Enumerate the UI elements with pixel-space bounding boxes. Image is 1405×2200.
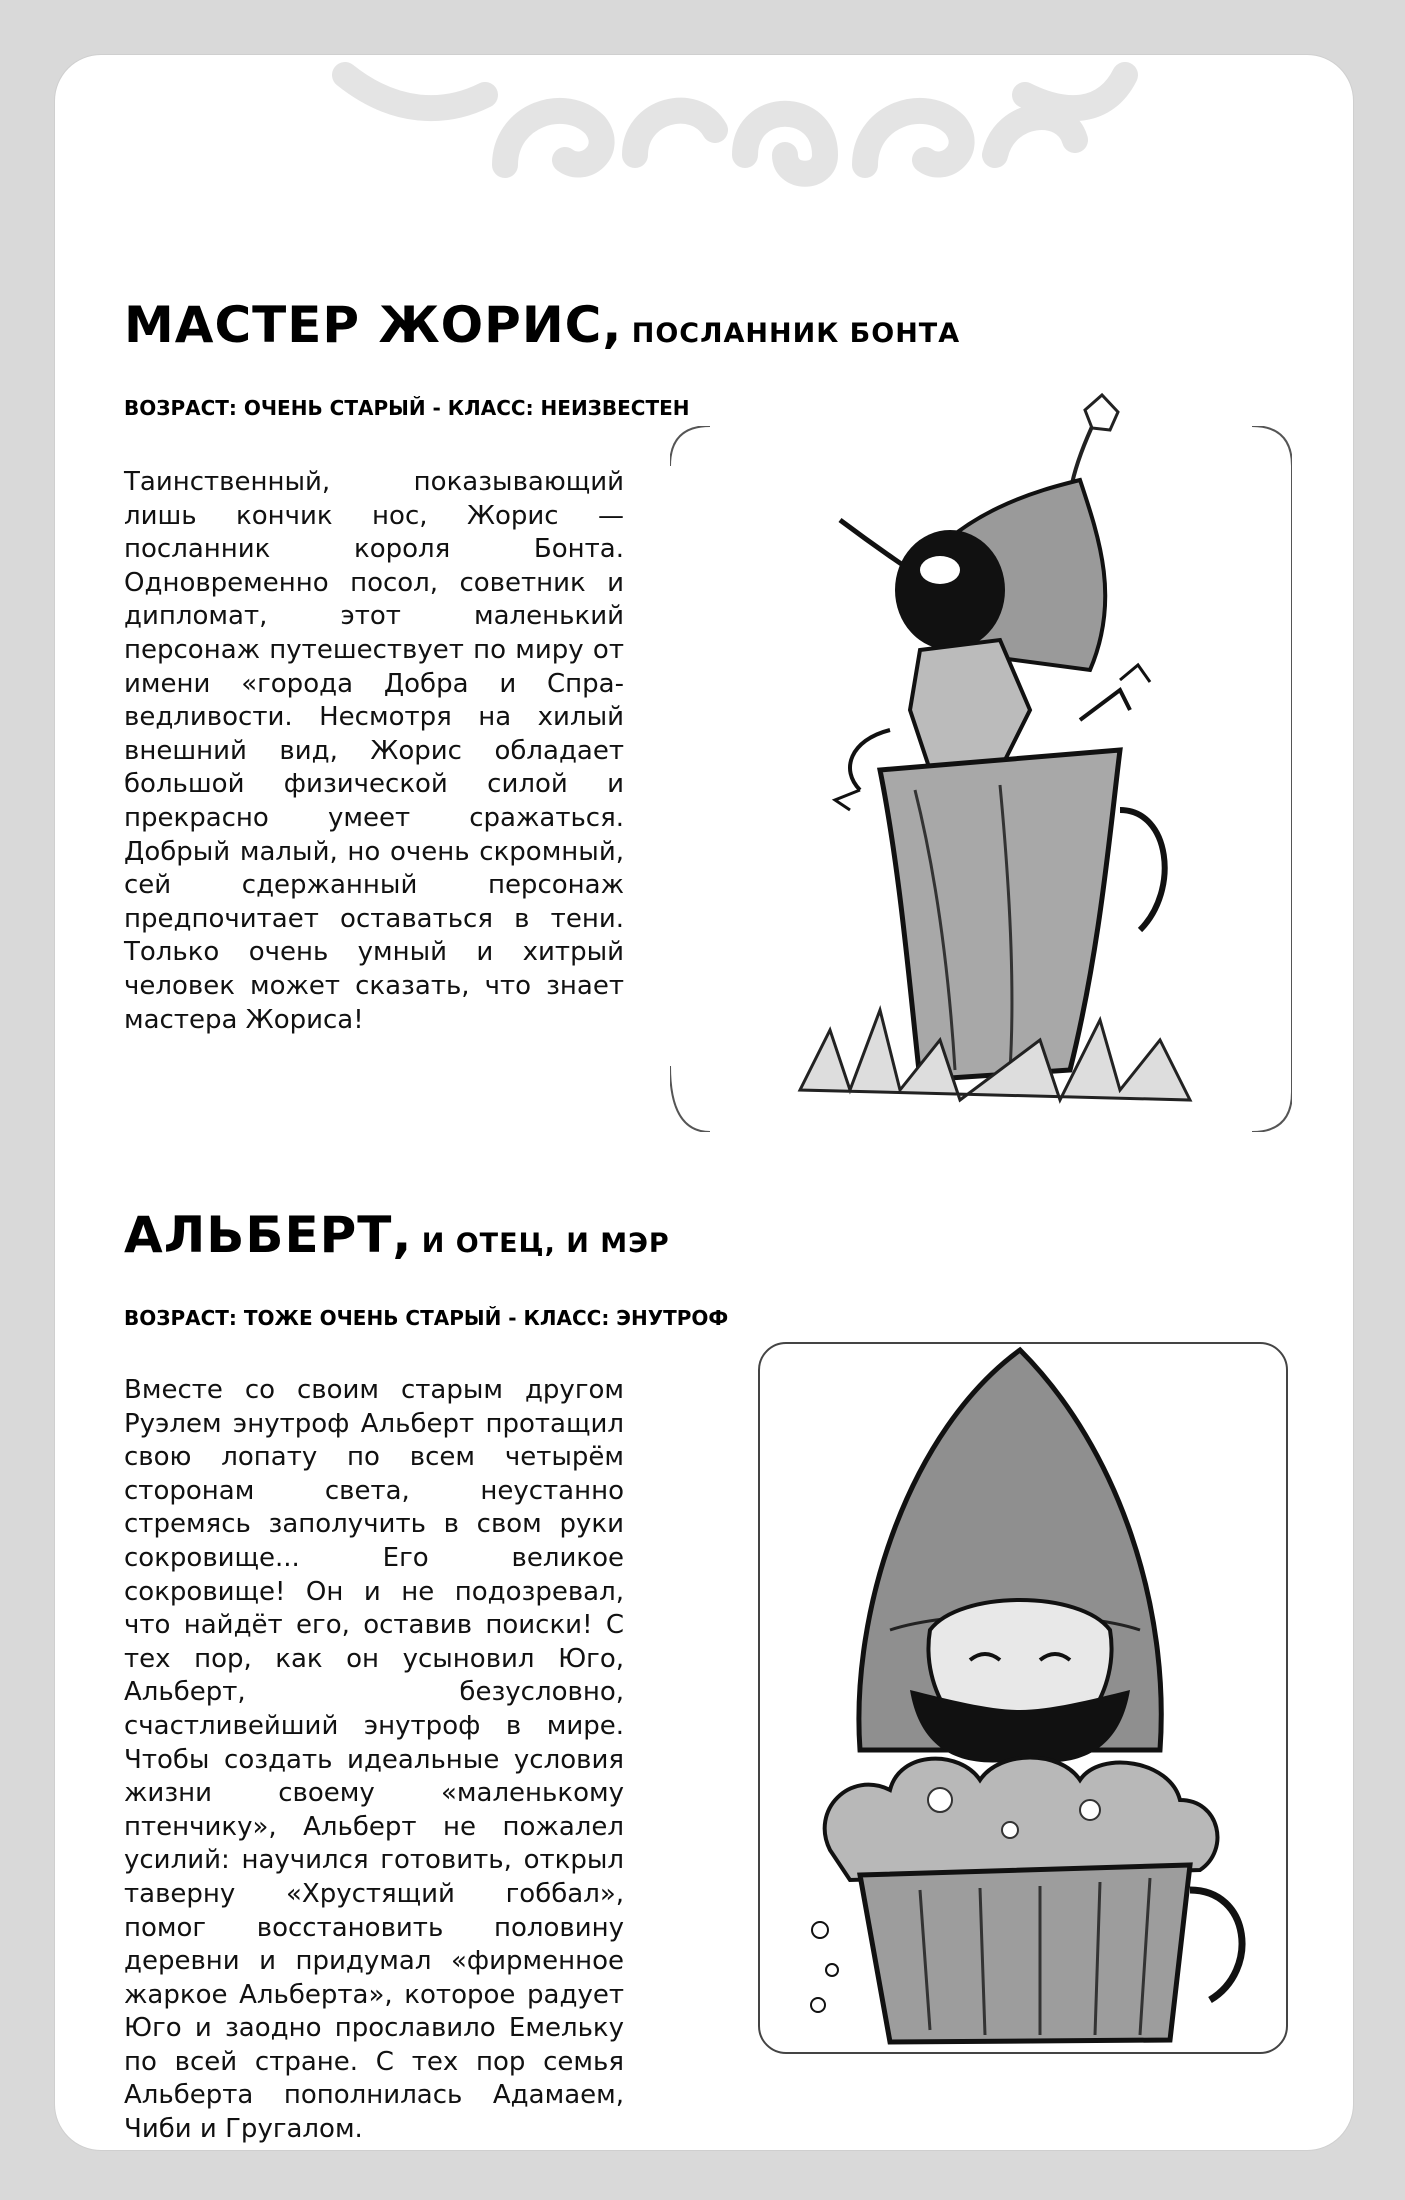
joris-illustration-icon xyxy=(740,390,1260,1130)
entry-name: МАСТЕР ЖОРИС, xyxy=(124,296,623,354)
entry-title-joris xyxy=(124,296,960,354)
entry-bio-joris: Таинственный, показывающий лишь кончик нос, Жорис — посланник короля Бонта. Одновременно посол, советник и дипломат, этот маленький персонаж путешествует по миру от имени «города Добра и Справедливости. Несмотря на хилый внешний вид, Жорис обладает большой физической силой и прекрасно умеет сражаться. Добрый малый, но очень скромный, сей сдержанный персонаж предпочитает оставаться в тени. Только очень умный и хитрый человек может сказать, что знает мастера Жориса! xyxy=(124,467,624,1035)
entry-meta-joris: ВОЗРАСТ: ОЧЕНЬ СТАРЫЙ - КЛАСС: НЕИЗВЕСТЕН xyxy=(124,396,690,420)
swirl-ornament-icon xyxy=(305,55,1205,205)
entry-subtitle: И ОТЕЦ, И МЭР xyxy=(421,1228,670,1259)
entry-name: АЛЬБЕРТ, xyxy=(124,1206,413,1264)
albert-illustration-icon xyxy=(790,1330,1260,2050)
entry-title-albert xyxy=(124,1206,670,1264)
entry-meta-albert: ВОЗРАСТ: ТОЖЕ ОЧЕНЬ СТАРЫЙ - КЛАСС: ЭНУТРОФ xyxy=(124,1306,729,1330)
entry-subtitle: ПОСЛАННИК БОНТА xyxy=(631,318,961,349)
entry-bio-albert: Вместе со своим старым другом Руэлем энутроф Альберт протащил свою лопату по всем четырём сторонам света, неустанно стремясь заполучить в свом руки сокровище... Его великое сокровище! Он и не подозревал, что найдёт его, оставив поиски! С тех пор, как он усыновил Юго, Альберт, безусловно, счастливейший энутроф в мире. Чтобы создать идеальные условия жизни своему «маленькому птенчику», Альберт не пожалел усилий: научился готовить, открыл таверну «Хрустящий гоббал», помог восстановить половину деревни и придумал «фирменное жаркое Альберта», которое радует Юго и заодно прославило Емельку по всей стране. С тех пор семья Альберта пополнилась Адамаем, Чиби и Гругалом. xyxy=(124,1375,624,2145)
